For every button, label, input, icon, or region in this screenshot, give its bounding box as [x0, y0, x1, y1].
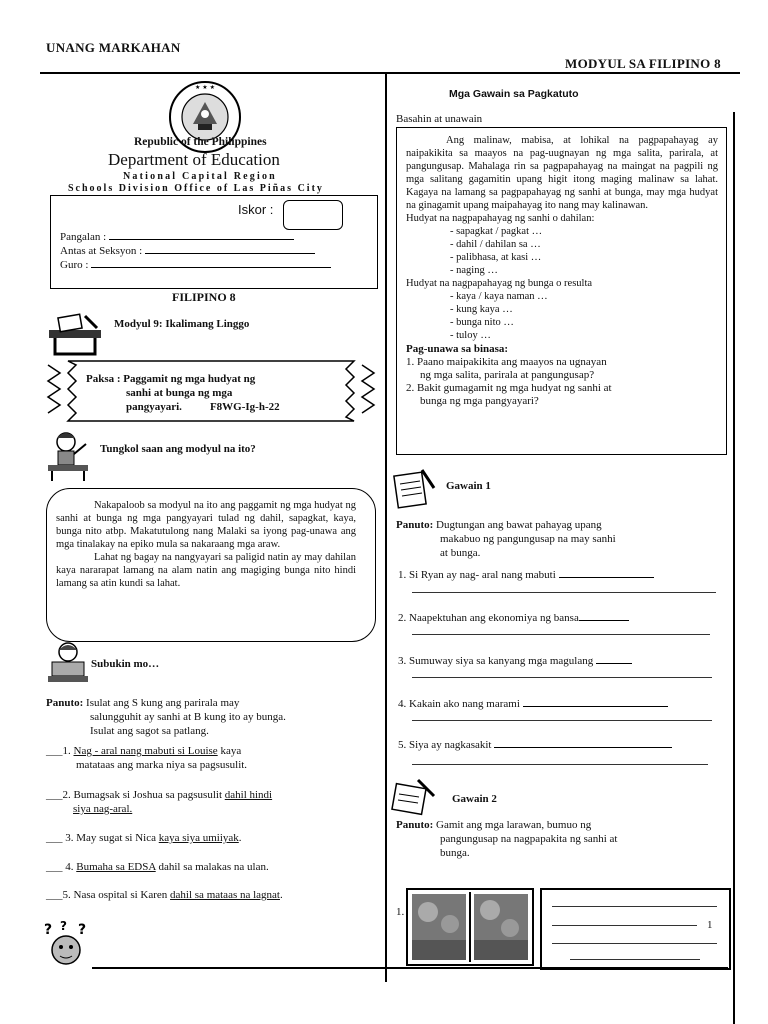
pagunawa-q1	[406, 356, 718, 408]
q2-line2: bunga ng mga pangyayari?	[420, 395, 539, 407]
item-number[interactable]: ___ 4.	[46, 861, 74, 873]
answer-line[interactable]	[412, 634, 710, 635]
reading-intro: Ang malinaw, mabisa, at lohikal na pagpapahayag ay naipakikita sa maayos na pag-uugnayan ng mga salita, parirala, at pangungusap. Mahalaga rin sa pagpapahayag na maingat na pagpili ng mga salitang gagamitin upang higit itong maging malinaw sa lahat. Kagaya na lamang sa pagpapahayag ng sanhi at bunga, may mga hudyat na ginagamit upang maipahayag ito nang may kalinawan.	[406, 135, 718, 211]
writing-pad-icon	[390, 776, 438, 816]
subukin-item-2	[46, 788, 376, 816]
pagkatuto-title: Mga Gawain sa Pagkatuto	[449, 88, 579, 100]
gawain1-title: Gawain 1	[446, 480, 491, 492]
name-field[interactable]	[109, 239, 294, 240]
answer-line[interactable]	[570, 959, 700, 960]
about-text	[56, 499, 356, 590]
subukin-item-4	[46, 860, 376, 874]
answer-line[interactable]	[412, 677, 712, 678]
answer-line[interactable]	[552, 943, 717, 944]
module-title: Modyul 9: Ikalimang Linggo	[114, 318, 250, 330]
teacher-label: Guro :	[60, 259, 89, 271]
item-underlined: kaya siya umiiyak	[158, 832, 239, 844]
item-underlined: dahil sa mataas na lagnat	[170, 889, 280, 901]
gawain2-panuto-1: Gamit ang mga larawan, bumuo ng	[436, 819, 592, 831]
item-number[interactable]: ___1.	[46, 745, 71, 757]
item-text: dahil sa malakas na ulan.	[155, 861, 269, 873]
gawain1-item-text: 3. Sumuway siya sa kanyang mga magulang	[398, 655, 594, 667]
topic-code: F8WG-Ig-h-22	[209, 401, 280, 413]
bunga-item: - bunga nito …	[450, 316, 718, 329]
item-text: Bumagsak si Joshua sa pagsusulit	[73, 789, 225, 801]
republic-label: Republic of the Philippines	[134, 136, 267, 148]
right-margin-rule	[733, 112, 735, 1024]
student-at-desk-icon	[46, 430, 92, 482]
topic-line3: pangyayari.	[126, 401, 182, 413]
topic-line1: Paksa : Paggamit ng mga hudyat ng	[86, 373, 256, 385]
sanhi-item: - sapagkat / pagkat …	[450, 225, 718, 238]
item-number[interactable]: ___ 3.	[46, 832, 74, 844]
sanhi-list	[406, 225, 718, 277]
gawain1-panuto-1: Dugtungan ang bawat pahayag upang	[436, 519, 602, 531]
teacher-field[interactable]	[91, 267, 331, 268]
header-left: UNANG MARKAHAN	[46, 40, 181, 55]
q1-line2: ng mga salita, parirala at pangungusap?	[420, 369, 595, 381]
item-underlined-line2: siya nag-aral.	[73, 803, 133, 815]
gawain1-item-2	[398, 611, 629, 625]
item-number[interactable]: ___5.	[46, 889, 71, 901]
department-label: Department of Education	[108, 150, 280, 169]
subukin-item-1	[46, 744, 376, 772]
q2-line1: 2. Bakit gumagamit ng mga hudyat ng sanhi at	[406, 382, 612, 394]
bunga-title: Hudyat na nagpapahayag ng bunga o resulta	[406, 278, 593, 289]
svg-text:?: ?	[60, 920, 67, 933]
subukin-panuto-2: salungguhit ay sanhi at B kung ito ay bunga.	[90, 711, 286, 723]
svg-text:★ ★ ★: ★ ★ ★	[195, 84, 215, 91]
answer-box[interactable]	[540, 888, 731, 970]
answer-blank[interactable]	[559, 577, 654, 578]
flood-picture-icon	[406, 888, 534, 966]
thinking-character-icon	[40, 920, 94, 970]
subject-title: FILIPINO 8	[172, 290, 236, 304]
section-label: Antas at Seksyon :	[60, 245, 143, 257]
gawain1-panuto-2: makabuo ng pangungusap na may sanhi	[440, 533, 616, 545]
item-text-line2: matataas ang marka niya sa pagsusulit.	[76, 759, 248, 771]
gawain2-panuto-3: bunga.	[440, 847, 470, 859]
gawain1-item-text: 4. Kakain ako nang marami	[398, 698, 520, 710]
gawain2-title: Gawain 2	[452, 793, 497, 805]
sanhi-item: - palibhasa, at kasi …	[450, 251, 718, 264]
gawain1-panuto	[396, 518, 726, 560]
item-text: .	[238, 832, 242, 844]
header-right: MODYUL SA FILIPINO 8	[565, 56, 721, 71]
item-text: .	[280, 889, 283, 901]
gawain2-panuto	[396, 818, 726, 860]
about-title: Tungkol saan ang modyul na ito?	[100, 443, 256, 455]
notebook-pencil-icon	[392, 466, 438, 510]
gawain1-item-5	[398, 738, 672, 752]
svg-text:?: ?	[78, 922, 87, 938]
score-box[interactable]	[283, 200, 343, 230]
gawain1-item-4	[398, 697, 668, 711]
answer-line[interactable]	[552, 925, 697, 926]
reading-content	[406, 134, 718, 408]
answer-line[interactable]	[552, 906, 717, 907]
about-p1: Nakapaloob sa modyul na ito ang paggamit ng mga hudyat ng sanhi at bunga ng mga pangyayari tulad ng dahil, sapagkat, kaya, bunga nito atbp. Makatutulong nang Malaki sa iyong pag-unawa ang mga tinalakay na epiko mula sa nakaraang mga araw.	[56, 500, 356, 550]
gawain1-item-1	[398, 568, 654, 582]
svg-text:?: ?	[44, 922, 53, 938]
item-underlined: dahil hindi	[224, 789, 273, 801]
bunga-item: - kung kaya …	[450, 303, 718, 316]
pagunawa-title: Pag-unawa sa binasa:	[406, 343, 509, 355]
subukin-panuto-label: Panuto:	[46, 697, 84, 709]
score-label: Iskor :	[238, 202, 274, 217]
gawain2-item-number: 1.	[396, 906, 405, 918]
gawain1-item-3	[398, 654, 632, 668]
item-text: kaya	[217, 745, 242, 757]
page-number: 1	[707, 919, 713, 931]
subukin-panuto	[46, 696, 376, 738]
answer-blank[interactable]	[579, 620, 629, 621]
sanhi-item: - dahil / dahilan sa …	[450, 238, 718, 251]
basahin-label: Basahin at unawain	[396, 113, 483, 125]
subukin-panuto-3: Isulat ang sagot sa patlang.	[90, 725, 209, 737]
subukin-title: Subukin mo…	[91, 658, 160, 670]
name-label: Pangalan :	[60, 231, 107, 243]
seal-text	[176, 60, 236, 61]
answer-line[interactable]	[412, 764, 708, 765]
gawain2-panuto-2: pangungusap na nagpapakita ng sanhi at	[440, 833, 618, 845]
region-label: National Capital Region	[123, 171, 277, 182]
item-text: Nasa ospital si Karen	[73, 889, 171, 901]
subukin-panuto-1: Isulat ang S kung ang parirala may	[86, 697, 240, 709]
bunga-list	[406, 290, 718, 342]
gawain2-panuto-label: Panuto:	[396, 819, 434, 831]
answer-blank[interactable]	[494, 747, 672, 748]
gawain1-item-text: 1. Si Ryan ay nag- aral nang mabuti	[398, 569, 556, 581]
answer-line[interactable]	[412, 720, 712, 721]
gawain1-panuto-3: at bunga.	[440, 547, 481, 559]
name-row	[60, 230, 294, 244]
subukin-item-3	[46, 831, 376, 845]
sanhi-item: - naging …	[450, 264, 718, 277]
topic-line2: sanhi at bunga ng mga	[126, 387, 233, 399]
about-p2: Lahat ng bagay na nangyayari sa paligid natin ay may dahilan kaya nararapat lamang na alam natin ang magiging bunga nito hindi lamang sa atin kundi sa lahat.	[56, 552, 356, 589]
sanhi-title: Hudyat na nagpapahayag ng sanhi o dahilan:	[406, 213, 595, 224]
bunga-item: - tuloy …	[450, 329, 718, 342]
answer-line[interactable]	[412, 592, 716, 593]
division-label: Schools Division Office of Las Piñas City	[68, 183, 324, 194]
answer-blank[interactable]	[596, 663, 632, 664]
student-reading-icon	[44, 640, 92, 684]
bunga-item: - kaya / kaya naman …	[450, 290, 718, 303]
item-number[interactable]: ___2.	[46, 789, 71, 801]
gawain1-item-text: 2. Naapektuhan ang ekonomiya ng bansa	[398, 612, 579, 624]
topic-block	[86, 372, 280, 414]
desk-book-icon	[45, 310, 105, 358]
section-field[interactable]	[145, 253, 315, 254]
item-underlined: Bumaha sa EDSA	[76, 861, 156, 873]
item-text: May sugat si Nica	[76, 832, 159, 844]
header-rule	[40, 72, 740, 74]
subukin-item-5	[46, 888, 376, 902]
answer-blank[interactable]	[523, 706, 668, 707]
section-row	[60, 244, 315, 258]
item-underlined: Nag - aral nang mabuti si Louise	[73, 745, 218, 757]
gawain1-item-text: 5. Siya ay nagkasakit	[398, 739, 492, 751]
q1-line1: 1. Paano maipakikita ang maayos na ugnayan	[406, 356, 607, 368]
gawain1-panuto-label: Panuto:	[396, 519, 434, 531]
column-divider	[385, 72, 387, 982]
teacher-row	[60, 258, 331, 272]
